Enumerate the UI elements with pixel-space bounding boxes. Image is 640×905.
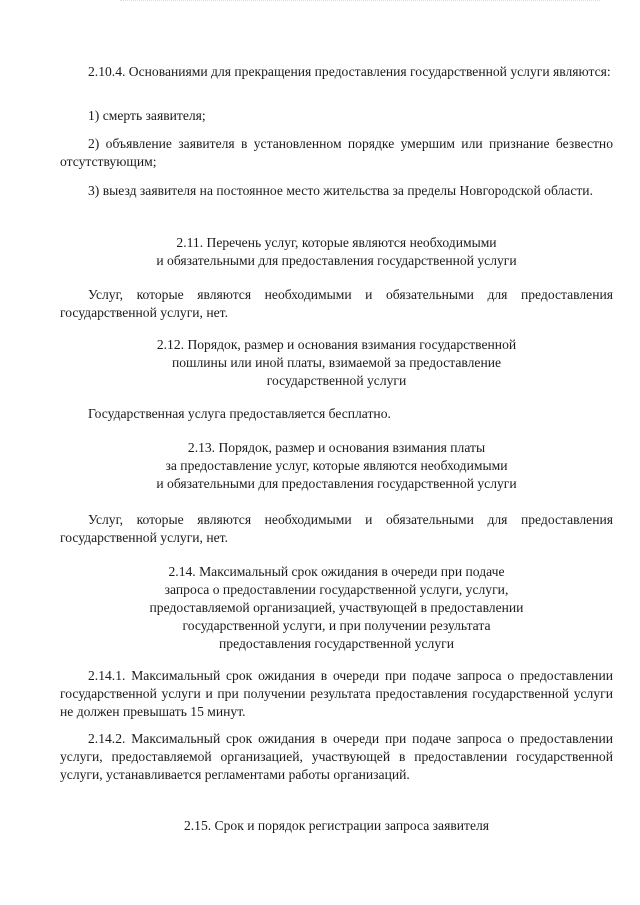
heading-line: предоставления государственной услуги <box>219 636 454 651</box>
heading-line: государственной услуги <box>266 373 407 388</box>
heading-line: 2.12. Порядок, размер и основания взимания государственной <box>156 337 517 352</box>
list-item-3: 3) выезд заявителя на постоянное место жительства за пределы Новгородской области. <box>88 183 593 198</box>
heading-line: 2.13. Порядок, размер и основания взимания платы <box>187 440 486 455</box>
heading-line: 2.11. Перечень услуг, которые являются необходимыми <box>176 235 497 250</box>
heading-2-12 <box>60 336 613 390</box>
heading-line: и обязательными для предоставления государственной услуги <box>156 253 517 268</box>
heading-line: пошлины или иной платы, взимаемой за предоставление <box>171 355 502 370</box>
list-item-2: 2) объявление заявителя в установленном порядке умершим или признание безвестно отсутствующим; <box>60 136 613 169</box>
heading-2-14 <box>60 563 613 653</box>
paragraph-2-13: Услуг, которые являются необходимыми и обязательными для предоставления государственной услуги, нет. <box>60 512 613 545</box>
paragraph-2-11: Услуг, которые являются необходимыми и обязательными для предоставления государственной услуги, нет. <box>60 287 613 320</box>
list-item-1: 1) смерть заявителя; <box>88 108 206 123</box>
heading-line: предоставляемой организацией, участвующей в предоставлении <box>149 600 524 615</box>
heading-line: государственной услуги, и при получении результата <box>182 618 491 633</box>
heading-line: 2.15. Срок и порядок регистрации запроса заявителя <box>183 818 490 833</box>
heading-line: за предоставление услуг, которые являются необходимыми <box>165 458 508 473</box>
paragraph-2-14-1: 2.14.1. Максимальный срок ожидания в очереди при подаче запроса о предоставлении государственной услуги и при получении результата предоставления государственной услуги не должен превышать 15 минут. <box>60 668 613 719</box>
paragraph-2-12: Государственная услуга предоставляется бесплатно. <box>88 406 391 421</box>
paragraph-2-14-2: 2.14.2. Максимальный срок ожидания в очереди при подаче запроса о предоставлении услуги, предоставляемой организацией, участвующей в предоставлении государственной услуги, устанавливается регламентами работы организаций. <box>60 731 613 782</box>
heading-line: и обязательными для предоставления государственной услуги <box>156 476 517 491</box>
heading-2-11 <box>60 234 613 270</box>
scan-top-edge <box>120 0 600 5</box>
heading-2-13 <box>60 439 613 493</box>
heading-line: 2.14. Максимальный срок ожидания в очереди при подаче <box>168 564 505 579</box>
paragraph-2-10-4: 2.10.4. Основаниями для прекращения предоставления государственной услуги являются: <box>88 64 611 79</box>
heading-line: запроса о предоставлении государственной услуги, услуги, <box>164 582 509 597</box>
heading-2-15 <box>60 817 613 835</box>
